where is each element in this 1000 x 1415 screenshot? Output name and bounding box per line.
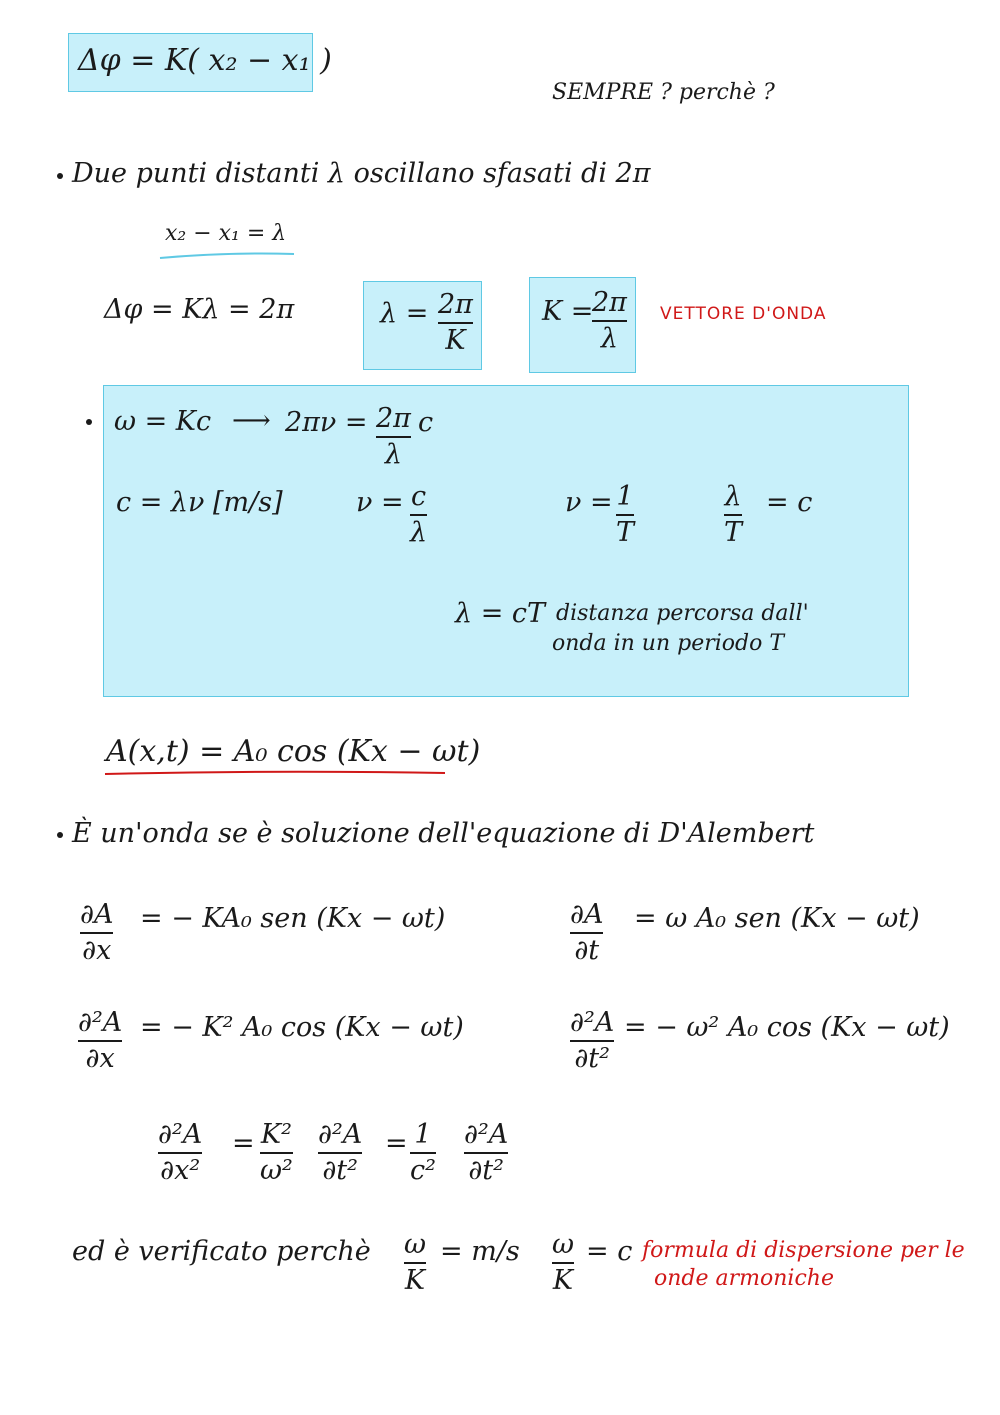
lambda-box-lhs: λ = — [380, 298, 429, 329]
omega-eq: ω = Kc — [114, 406, 212, 437]
ratio2-den: K — [552, 1264, 574, 1296]
d2Adx2-num: ∂²A — [78, 1007, 123, 1038]
we-f5 — [464, 1120, 508, 1185]
d2Adt2-num: ∂²A — [570, 1007, 615, 1038]
statement-2: È un'onda se è soluzione dell'equazione di D'Alembert — [72, 818, 815, 849]
dAdx-rhs: = − KA₀ sen (Kx − ωt) — [140, 903, 446, 934]
d2Adt2-frac — [570, 1008, 614, 1073]
speed-eq: c = λν [m/s] — [116, 487, 283, 518]
we-f3-den: ∂t² — [322, 1154, 358, 1186]
we-f3 — [318, 1120, 362, 1185]
statement-1: Due punti distanti λ oscillano sfasati di 2π — [72, 158, 651, 189]
we-eq2: = — [385, 1128, 408, 1159]
nu2-frac-den: T — [616, 516, 635, 548]
nu-frac-den: λ — [410, 516, 428, 548]
bullet-2 — [57, 832, 63, 838]
dAdx-den: ∂x — [82, 934, 112, 966]
we-f5-num: ∂²A — [464, 1119, 509, 1150]
d2Adt2-den: ∂t² — [574, 1042, 610, 1074]
lt-rhs: = c — [766, 487, 813, 518]
lt-frac-den: T — [724, 516, 743, 548]
lambda-desc-1: distanza percorsa dall' — [556, 601, 809, 626]
bullet-relations — [86, 419, 92, 425]
two-pi-nu: 2πν = — [285, 407, 368, 438]
we-f3-num: ∂²A — [318, 1119, 363, 1150]
ratio1-den: K — [404, 1264, 426, 1296]
ratio1-rhs: = m/s — [440, 1236, 520, 1267]
dAdt-den: ∂t — [574, 934, 600, 966]
ratio2-num: ω — [552, 1229, 575, 1260]
we-f2-den: ω² — [260, 1154, 293, 1186]
ratio1-num: ω — [404, 1229, 427, 1260]
phase-eq: Δφ = Kλ = 2π — [104, 294, 295, 325]
dAdt-rhs: = ω A₀ sen (Kx − ωt) — [634, 903, 920, 934]
relations-box — [103, 385, 909, 697]
we-f4 — [410, 1120, 436, 1185]
lambda-box-num: 2π — [438, 289, 473, 320]
we-eq1: = — [232, 1128, 255, 1159]
dispersion-2: onde armoniche — [654, 1266, 834, 1291]
frac-2pi-lambda-num: 2π — [376, 403, 411, 434]
dAdx-num: ∂A — [80, 899, 114, 930]
nu2-lhs: ν = — [565, 487, 613, 518]
nu2-frac-num: 1 — [616, 481, 634, 512]
question-note: SEMPRE ? perchè ? — [552, 80, 775, 105]
d2Adx2-rhs: = − K² A₀ cos (Kx − ωt) — [140, 1012, 464, 1043]
lambda-ct: λ = cT — [455, 598, 546, 629]
dAdt-frac — [570, 900, 603, 965]
arrow-icon: ⟶ — [232, 405, 271, 436]
ratio2-rhs: = c — [586, 1236, 633, 1267]
nu-lhs: ν = — [356, 487, 404, 518]
k-box-den: λ — [600, 322, 619, 354]
nu2-frac — [616, 482, 634, 547]
we-f5-den: ∂t² — [468, 1154, 504, 1186]
lambda-box-frac — [438, 290, 473, 355]
we-f4-num: 1 — [414, 1119, 432, 1150]
we-f2-num: K² — [260, 1119, 292, 1150]
nu-frac-num: c — [411, 481, 427, 512]
we-f1-den: ∂x² — [160, 1154, 201, 1186]
ratio2-frac — [552, 1230, 574, 1295]
we-f1-num: ∂²A — [158, 1119, 203, 1150]
distance-eq: x₂ − x₁ = λ — [165, 221, 287, 246]
nu-frac — [410, 482, 427, 547]
phase-formula: Δφ = K( x₂ − x₁ ) — [78, 43, 332, 78]
frac-2pi-lambda — [376, 404, 411, 469]
k-label: VETTORE D'ONDA — [660, 304, 827, 324]
k-box-num: 2π — [592, 287, 627, 318]
d2Adx2-den: ∂x — [85, 1042, 115, 1074]
lambda-desc-2: onda in un periodo T — [552, 631, 785, 656]
dAdt-num: ∂A — [570, 899, 604, 930]
dispersion-1: formula di dispersione per le — [642, 1238, 965, 1263]
d2Adt2-rhs: = − ω² A₀ cos (Kx − ωt) — [624, 1012, 950, 1043]
bullet-1 — [57, 173, 63, 179]
we-f1 — [158, 1120, 202, 1185]
d2Adx2-frac — [78, 1008, 122, 1073]
wave-equation: A(x,t) = A₀ cos (Kx − ωt) — [106, 734, 481, 769]
verified-text: ed è verificato perchè — [72, 1236, 371, 1267]
distance-underline — [158, 250, 298, 262]
k-box-lhs: K = — [542, 296, 594, 327]
we-f4-den: c² — [410, 1154, 436, 1186]
k-box-frac — [592, 288, 627, 353]
we-f2 — [260, 1120, 293, 1185]
lt-frac-num: λ — [724, 481, 742, 512]
frac-tail: c — [418, 407, 434, 438]
lt-frac — [724, 482, 742, 547]
ratio1-frac — [404, 1230, 426, 1295]
dAdx-frac — [80, 900, 113, 965]
frac-2pi-lambda-den: λ — [384, 438, 403, 470]
lambda-box-den: K — [445, 324, 466, 356]
wave-underline — [103, 768, 448, 778]
